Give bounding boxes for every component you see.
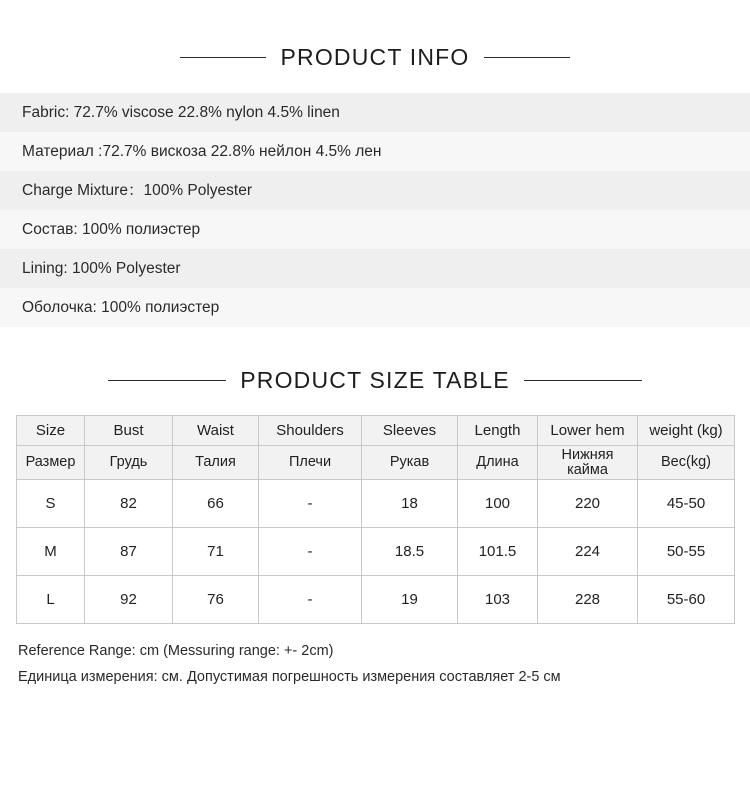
product-info-heading-label: PRODUCT INFO: [280, 44, 470, 70]
list-item: Состав: 100% полиэстер: [0, 210, 750, 249]
column-header: Sleeves: [362, 416, 458, 446]
table-cell-size: M: [17, 528, 85, 576]
column-header: Waist: [173, 416, 259, 446]
table-row: [17, 576, 735, 624]
table-header-row-ru: [17, 446, 735, 480]
measurement-notes: [0, 638, 750, 690]
column-header: Lower hem: [538, 416, 638, 446]
heading-rule-right: [484, 57, 570, 58]
column-header-ru: Талия: [173, 446, 259, 480]
column-header: Size: [17, 416, 85, 446]
column-header: Shoulders: [259, 416, 362, 446]
table-cell: -: [259, 576, 362, 624]
column-header: Length: [458, 416, 538, 446]
table-cell: 19: [362, 576, 458, 624]
list-item: Fabric: 72.7% viscose 22.8% nylon 4.5% linen: [0, 93, 750, 132]
table-cell: 45-50: [638, 480, 735, 528]
table-cell: 220: [538, 480, 638, 528]
table-cell-size: L: [17, 576, 85, 624]
table-cell: 71: [173, 528, 259, 576]
table-cell: 18.5: [362, 528, 458, 576]
table-cell: 66: [173, 480, 259, 528]
table-row: [17, 480, 735, 528]
table-cell: -: [259, 480, 362, 528]
heading-rule-left: [180, 57, 266, 58]
column-header-ru: Рукав: [362, 446, 458, 480]
column-header-ru: Нижняя кайма: [538, 446, 638, 480]
table-cell: 82: [85, 480, 173, 528]
table-row: [17, 528, 735, 576]
size-table: [16, 415, 735, 624]
list-item: Charge Mixture：100% Polyester: [0, 171, 750, 210]
size-table-body: [17, 480, 735, 624]
product-info-list: [0, 93, 750, 327]
table-cell: 87: [85, 528, 173, 576]
list-item: Материал :72.7% вискоза 22.8% нейлон 4.5% лен: [0, 132, 750, 171]
table-cell: 103: [458, 576, 538, 624]
size-table-head: [17, 416, 735, 480]
table-cell: 18: [362, 480, 458, 528]
size-table-heading-label: PRODUCT SIZE TABLE: [240, 367, 510, 393]
column-header-ru: Размер: [17, 446, 85, 480]
column-header: weight (kg): [638, 416, 735, 446]
column-header-ru: Грудь: [85, 446, 173, 480]
table-cell: 55-60: [638, 576, 735, 624]
list-item: Оболочка: 100% полиэстер: [0, 288, 750, 327]
heading-rule-right: [524, 380, 642, 381]
table-cell: 224: [538, 528, 638, 576]
column-header: Bust: [85, 416, 173, 446]
table-cell-size: S: [17, 480, 85, 528]
list-item: Lining: 100% Polyester: [0, 249, 750, 288]
column-header-ru: Вес(kg): [638, 446, 735, 480]
table-cell: -: [259, 528, 362, 576]
table-cell: 100: [458, 480, 538, 528]
size-table-container: [8, 415, 742, 624]
note-en: Reference Range: cm (Messuring range: +- 2cm): [18, 643, 334, 659]
product-info-heading: [0, 44, 750, 71]
table-cell: 50-55: [638, 528, 735, 576]
size-table-heading: [0, 367, 750, 394]
column-header-ru: Плечи: [259, 446, 362, 480]
table-cell: 101.5: [458, 528, 538, 576]
table-header-row-en: [17, 416, 735, 446]
heading-rule-left: [108, 380, 226, 381]
table-cell: 228: [538, 576, 638, 624]
column-header-ru: Длина: [458, 446, 538, 480]
table-cell: 92: [85, 576, 173, 624]
note-ru: Единица измерения: см. Допустимая погрешность измерения составляет 2-5 см: [18, 669, 561, 685]
table-cell: 76: [173, 576, 259, 624]
